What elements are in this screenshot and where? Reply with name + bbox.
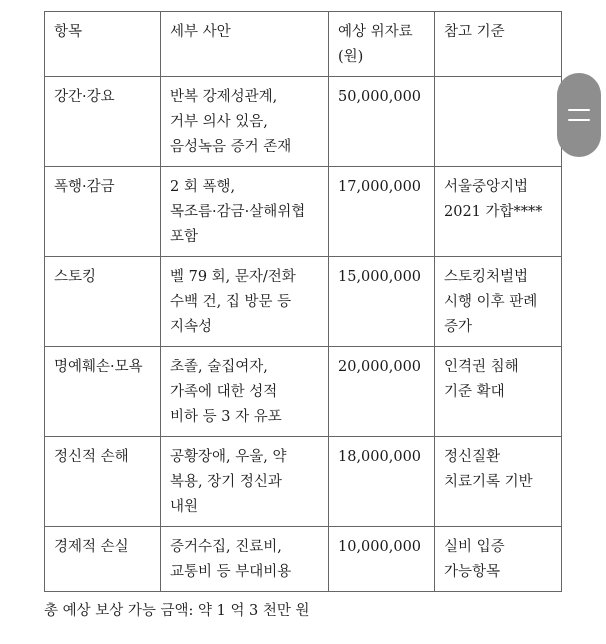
row-amount: 18,000,000	[329, 437, 435, 527]
row-item: 경제적 손실	[45, 527, 161, 592]
row-details-line: 공황장애, 우울, 약	[170, 449, 287, 465]
row-reference-line: 증가	[444, 319, 473, 335]
row-details-line: 가족에 대한 성적	[170, 384, 278, 400]
row-item: 스토킹	[45, 257, 161, 347]
table-row	[45, 437, 562, 527]
row-details-line: 증거수집, 진료비,	[170, 539, 282, 555]
table-header-row	[45, 12, 562, 77]
row-reference	[435, 167, 562, 257]
row-details-line: 내원	[170, 499, 199, 515]
table-row	[45, 347, 562, 437]
row-reference	[435, 437, 562, 527]
row-reference-line: 정신질환	[444, 449, 501, 465]
row-item: 강간·강요	[45, 77, 161, 167]
header-details: 세부 사안	[161, 12, 329, 77]
row-details-line: 수백 건, 집 방문 등	[170, 294, 292, 310]
row-reference-line: 2021 가합****	[444, 204, 543, 220]
menu-icon	[568, 109, 590, 121]
row-details-line: 목조름·감금·살해위협	[170, 204, 306, 220]
total-amount: 총 예상 보상 가능 금액: 약 1 억 3 천만 원	[44, 603, 310, 619]
row-details-line: 비하 등 3 자 유포	[170, 409, 282, 425]
row-reference-line: 실비 입증	[444, 539, 505, 555]
table-row	[45, 527, 562, 592]
row-details	[161, 77, 329, 167]
row-details	[161, 527, 329, 592]
row-details	[161, 437, 329, 527]
row-details-line: 벨 79 회, 문자/전화	[170, 269, 296, 285]
row-amount: 10,000,000	[329, 527, 435, 592]
row-details-line: 포함	[170, 229, 199, 245]
row-details-line: 초졸, 술집여자,	[170, 359, 268, 375]
row-details	[161, 347, 329, 437]
row-amount: 50,000,000	[329, 77, 435, 167]
row-details-line: 지속성	[170, 319, 213, 335]
row-amount: 20,000,000	[329, 347, 435, 437]
row-amount: 15,000,000	[329, 257, 435, 347]
row-item: 폭행·감금	[45, 167, 161, 257]
row-details-line: 교통비 등 부대비용	[170, 564, 292, 580]
side-menu-button[interactable]	[557, 73, 601, 157]
row-details-line: 반복 강제성관계,	[170, 89, 278, 105]
row-details-line: 2 회 폭행,	[170, 179, 236, 195]
table-row	[45, 77, 562, 167]
header-item: 항목	[45, 12, 161, 77]
row-reference-line: 시행 이후 판례	[444, 294, 538, 310]
row-reference	[435, 257, 562, 347]
row-reference-line: 서울중앙지법	[444, 179, 529, 195]
row-details	[161, 167, 329, 257]
row-details-line: 복용, 장기 정신과	[170, 474, 282, 490]
row-details	[161, 257, 329, 347]
header-amount: 예상 위자료 (원)	[329, 12, 435, 77]
table-row	[45, 167, 562, 257]
row-reference-line: 기준 확대	[444, 384, 505, 400]
row-details-line: 음성녹음 증거 존재	[170, 139, 292, 155]
row-details-line: 거부 의사 있음,	[170, 114, 268, 130]
row-reference-line: 인격권 침해	[444, 359, 519, 375]
header-reference: 참고 기준	[435, 12, 562, 77]
compensation-table	[44, 11, 562, 592]
row-item: 명예훼손·모욕	[45, 347, 161, 437]
row-reference-line: 치료기록 기반	[444, 474, 533, 490]
row-amount: 17,000,000	[329, 167, 435, 257]
table-row	[45, 257, 562, 347]
row-reference-line: 가능항목	[444, 564, 501, 580]
row-reference	[435, 347, 562, 437]
row-reference	[435, 527, 562, 592]
row-item: 정신적 손해	[45, 437, 161, 527]
row-reference-line: 스토킹처벌법	[444, 269, 529, 285]
row-reference	[435, 77, 562, 167]
